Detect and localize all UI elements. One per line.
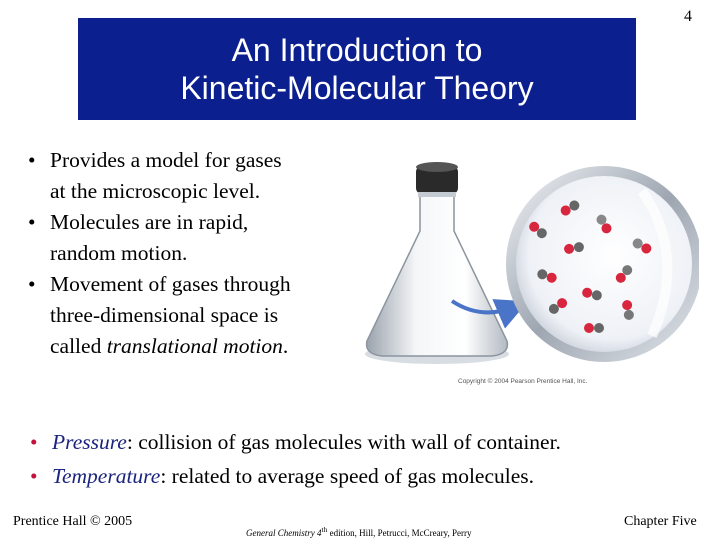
term-temperature: Temperature	[52, 464, 161, 488]
flask-molecules-illustration	[342, 136, 699, 390]
bullet-text: Provides a model for gases	[50, 148, 282, 172]
title-banner	[78, 18, 636, 120]
bullet-dot: •	[28, 148, 36, 172]
image-credit: Copyright © 2004 Pearson Prentice Hall, Inc.	[458, 378, 588, 385]
bullet-text: Molecules are in rapid,	[50, 210, 249, 234]
slide-title-line2: Kinetic-Molecular Theory	[180, 70, 534, 106]
bullet-dot: •	[30, 430, 38, 454]
bullet-dot: •	[30, 464, 38, 488]
emphasis-term: translational motion	[106, 334, 283, 358]
bullet-text: at the microscopic level.	[50, 179, 261, 203]
book-title: General Chemistry 4	[246, 528, 322, 538]
slide-title-line1: An Introduction to	[231, 32, 483, 68]
term-pressure: Pressure	[52, 430, 127, 454]
bottom-bullet-list	[24, 425, 694, 493]
magnifier-lens	[506, 166, 699, 362]
page-number: 4	[684, 8, 692, 25]
bullet-dot: •	[28, 210, 36, 234]
bullet-text: three-dimensional space is	[50, 303, 279, 327]
erlenmeyer-flask	[365, 162, 509, 364]
bullet-item	[22, 145, 332, 207]
bullet-text: Movement of gases through	[50, 272, 291, 296]
bullet-text: : related to average speed of gas molecules.	[160, 464, 535, 488]
book-authors: edition, Hill, Petrucci, McCreary, Perry	[327, 528, 472, 538]
bullet-item	[24, 425, 694, 459]
footer-publisher: Prentice Hall © 2005	[13, 514, 133, 529]
bullet-text: called	[50, 334, 107, 358]
bullet-item	[24, 459, 694, 493]
illustration-svg	[342, 136, 699, 390]
bullet-text: .	[282, 334, 289, 358]
bullet-item	[22, 269, 332, 362]
footer-chapter: Chapter Five	[624, 514, 697, 529]
bullet-text: : collision of gas molecules with wall of container.	[126, 430, 561, 454]
footer-book-citation	[246, 525, 471, 538]
edition-suffix: th	[321, 525, 328, 534]
bullet-item	[22, 207, 332, 269]
top-bullet-list	[22, 145, 332, 362]
bullet-dot: •	[28, 272, 36, 296]
bullet-text: random motion.	[50, 241, 188, 265]
